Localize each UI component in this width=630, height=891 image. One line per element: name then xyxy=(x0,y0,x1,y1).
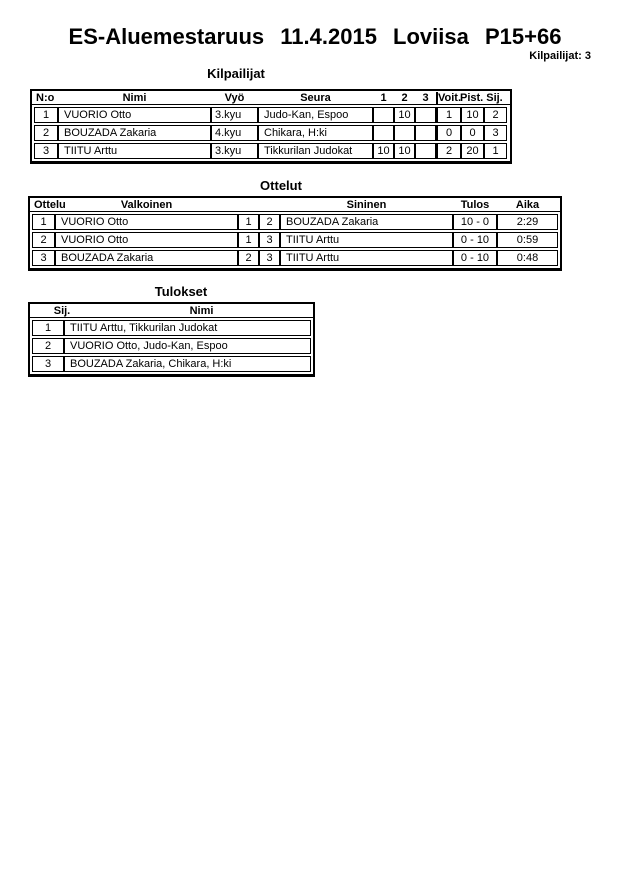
cell-vyo: 3.kyu xyxy=(211,143,258,159)
column-header-valkoinen: Valkoinen xyxy=(120,198,173,211)
column-header-sininen: Sininen xyxy=(346,198,387,211)
column-header-tulos: Tulos xyxy=(460,198,490,211)
column-header-round2: 2 xyxy=(401,91,408,104)
competitors-table-header xyxy=(32,91,510,105)
cell-sij: 1 xyxy=(32,320,64,336)
cell-round3 xyxy=(415,125,436,141)
matches-table-header xyxy=(30,198,560,212)
cell-blue-no: 3 xyxy=(259,250,280,266)
table-row xyxy=(32,356,311,372)
cell-seura: Chikara, H:ki xyxy=(258,125,373,141)
cell-nimi: TIITU Arttu xyxy=(58,143,211,159)
column-header-voit: Voit. xyxy=(438,91,462,104)
table-row xyxy=(32,338,311,354)
cell-no: 1 xyxy=(34,107,58,123)
cell-sij: 2 xyxy=(32,338,64,354)
column-header-round3: 3 xyxy=(422,91,429,104)
cell-match-no: 3 xyxy=(32,250,55,266)
competitors-table-body xyxy=(32,105,510,161)
cell-voit: 0 xyxy=(436,125,461,141)
column-header-sij: Sij. xyxy=(53,304,71,317)
cell-round2: 10 xyxy=(394,107,415,123)
column-header-nimi: Nimi xyxy=(122,91,147,104)
cell-valkoinen: VUORIO Otto xyxy=(55,214,238,230)
cell-sininen: TIITU Arttu xyxy=(280,250,453,266)
section-label-kilpailijat: Kilpailijat xyxy=(207,66,265,81)
cell-round1: 10 xyxy=(373,143,394,159)
cell-sij: 1 xyxy=(484,143,507,159)
cell-white-no: 2 xyxy=(238,250,259,266)
cell-sij: 3 xyxy=(484,125,507,141)
cell-blue-no: 2 xyxy=(259,214,280,230)
column-header-pist: Pist. xyxy=(460,91,484,104)
cell-valkoinen: BOUZADA Zakaria xyxy=(55,250,238,266)
table-row xyxy=(34,125,508,141)
cell-nimi: TIITU Arttu, Tikkurilan Judokat xyxy=(64,320,311,336)
cell-vyo: 4.kyu xyxy=(211,125,258,141)
cell-round2: 10 xyxy=(394,143,415,159)
cell-voit: 2 xyxy=(436,143,461,159)
cell-round2 xyxy=(394,125,415,141)
table-row xyxy=(34,143,508,159)
cell-vyo: 3.kyu xyxy=(211,107,258,123)
cell-voit: 1 xyxy=(436,107,461,123)
section-label-tulokset: Tulokset xyxy=(154,284,208,299)
cell-tulos: 0 - 10 xyxy=(453,250,497,266)
table-row xyxy=(34,107,508,123)
column-header-ottelu: Ottelu xyxy=(34,198,66,211)
column-header-nimi: Nimi xyxy=(189,304,214,317)
competitors-count: Kilpailijat: 3 xyxy=(529,50,591,62)
cell-round3 xyxy=(415,107,436,123)
cell-seura: Judo-Kan, Espoo xyxy=(258,107,373,123)
cell-blue-no: 3 xyxy=(259,232,280,248)
matches-table xyxy=(28,196,562,271)
column-header-seura: Seura xyxy=(300,91,331,104)
results-table xyxy=(28,302,315,377)
competitors-table xyxy=(30,89,512,164)
results-table-header xyxy=(30,304,313,318)
cell-round1 xyxy=(373,125,394,141)
cell-sininen: TIITU Arttu xyxy=(280,232,453,248)
cell-white-no: 1 xyxy=(238,232,259,248)
cell-sininen: BOUZADA Zakaria xyxy=(280,214,453,230)
cell-no: 2 xyxy=(34,125,58,141)
cell-nimi: VUORIO Otto xyxy=(58,107,211,123)
cell-seura: Tikkurilan Judokat xyxy=(258,143,373,159)
cell-aika: 2:29 xyxy=(497,214,558,230)
cell-aika: 0:59 xyxy=(497,232,558,248)
table-row xyxy=(32,320,311,336)
cell-sij: 2 xyxy=(484,107,507,123)
page-title: ES-Aluemestaruus 11.4.2015 Loviisa P15+66 xyxy=(68,24,562,49)
cell-white-no: 1 xyxy=(238,214,259,230)
column-header-aika: Aika xyxy=(515,198,540,211)
table-row xyxy=(32,214,558,230)
cell-nimi: VUORIO Otto, Judo-Kan, Espoo xyxy=(64,338,311,354)
cell-match-no: 1 xyxy=(32,214,55,230)
results-table-body xyxy=(30,318,313,374)
table-row xyxy=(32,250,558,266)
cell-tulos: 0 - 10 xyxy=(453,232,497,248)
cell-pist: 0 xyxy=(461,125,484,141)
cell-valkoinen: VUORIO Otto xyxy=(55,232,238,248)
cell-round1 xyxy=(373,107,394,123)
table-row xyxy=(32,232,558,248)
cell-aika: 0:48 xyxy=(497,250,558,266)
matches-table-body xyxy=(30,212,560,268)
cell-nimi: BOUZADA Zakaria xyxy=(58,125,211,141)
column-header-no: N:o xyxy=(36,91,55,104)
cell-pist: 20 xyxy=(461,143,484,159)
column-header-vyo: Vyö xyxy=(224,91,245,104)
cell-round3 xyxy=(415,143,436,159)
cell-tulos: 10 - 0 xyxy=(453,214,497,230)
cell-no: 3 xyxy=(34,143,58,159)
cell-nimi: BOUZADA Zakaria, Chikara, H:ki xyxy=(64,356,311,372)
cell-match-no: 2 xyxy=(32,232,55,248)
column-header-round1: 1 xyxy=(380,91,387,104)
column-header-sij: Sij. xyxy=(486,91,503,104)
cell-sij: 3 xyxy=(32,356,64,372)
section-label-ottelut: Ottelut xyxy=(260,178,302,193)
cell-pist: 10 xyxy=(461,107,484,123)
